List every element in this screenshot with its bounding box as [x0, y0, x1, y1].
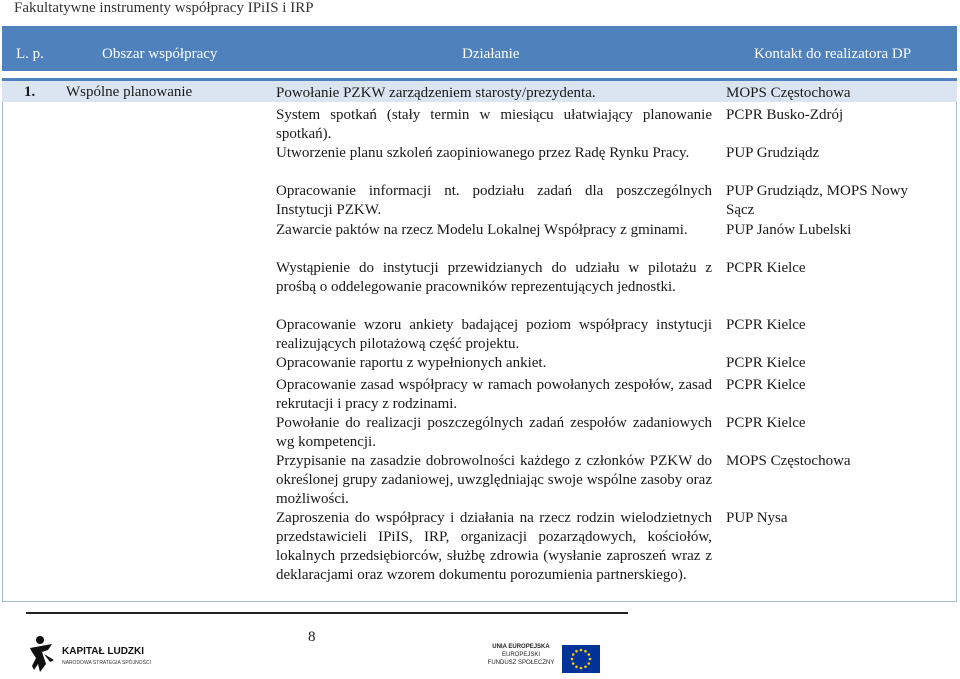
action-cell: Opracowanie informacji nt. podziału zadań dla poszczególnych Instytucji PZKW. [276, 183, 712, 218]
eu-flag-icon [562, 645, 600, 673]
contact-cell: PCPR Busko-Zdrój [726, 107, 844, 123]
contact-cell: PCPR Kielce [726, 377, 806, 393]
footer-rule [26, 612, 628, 614]
action-cell: Opracowanie raportu z wypełnionych ankiet. [276, 355, 547, 371]
action-cell: Zaproszenia do współpracy i działania na rzecz rodzin wielodzietnych przedstawicieli IPiIS, IRP, organizacji pozarządowych, kościołów, lokalnych przedsiębiorców, służbę zdrowia (wysłanie zaproszeń wraz z deklaracjami oraz wzorem dokumentu porozumienia partnerskiego). [276, 510, 712, 583]
action-cell: System spotkań (stały termin w miesiącu ułatwiający planowanie spotkań). [276, 107, 712, 142]
header-contact: Kontakt do realizatora DP [754, 46, 912, 62]
eu-line-2: EUROPEJSKI [501, 652, 540, 658]
contact-cell: PCPR Kielce [726, 355, 806, 371]
action-cell: Przypisanie na zasadzie dobrowolności każdego z członków PZKW do określonej grupy zadaniowej, uwzględniając swoje wspólne zasoby oraz możliwości. [276, 453, 712, 507]
contact-cell: PCPR Kielce [726, 260, 806, 276]
row-number: 1. [24, 84, 36, 100]
header-action: Działanie [462, 46, 520, 62]
action-cell: Powołanie do realizacji poszczególnych zadań zespołów zadaniowych wg kompetencji. [276, 415, 712, 450]
contact-cell: PUP Grudziądz, MOPS Nowy Sącz [726, 183, 908, 218]
action-cell: Zawarcie paktów na rzecz Modelu Lokalnej Współpracy z gminami. [276, 222, 688, 238]
eu-logo-text [484, 643, 558, 667]
document-title: Fakultatywne instrumenty współpracy IPiIS i IRP [14, 0, 314, 16]
eu-line-1: UNIA EUROPEJSKA [492, 644, 550, 650]
contact-cell: PUP Janów Lubelski [726, 222, 852, 238]
action-cell: Powołanie PZKW zarządzeniem starosty/prezydenta. [276, 85, 596, 101]
eu-logo [484, 643, 604, 677]
contact-cell: PUP Nysa [726, 510, 788, 526]
kapital-ludzki-name: KAPITAŁ LUDZKI [62, 646, 145, 657]
page-number: 8 [308, 629, 316, 645]
contact-cell: MOPS Częstochowa [726, 85, 851, 101]
contact-cell: PUP Grudziądz [726, 145, 820, 161]
action-cell: Opracowanie zasad współpracy w ramach powołanych zespołów, zasad rekrutacji i pracy z rodzinami. [276, 377, 712, 412]
contact-cell: PCPR Kielce [726, 415, 806, 431]
kapital-ludzki-figure-icon [26, 634, 58, 674]
contact-cell: PCPR Kielce [726, 317, 806, 333]
action-cell: Utworzenie planu szkoleń zaopiniowanego przez Radę Rynku Pracy. [276, 145, 690, 161]
kapital-ludzki-subtitle: NARODOWA STRATEGIA SPÓJNOŚCI [62, 660, 151, 666]
table-header [2, 26, 957, 71]
row-area: Wspólne planowanie [66, 84, 193, 100]
header-lp: L. p. [16, 46, 44, 62]
header-area: Obszar współpracy [102, 46, 218, 62]
action-cell: Wystąpienie do instytucji przewidzianych do udziału w pilotażu z prośbą o oddelegowanie pracowników reprezentujących jednostki. [276, 260, 712, 295]
kapital-ludzki-logo [26, 634, 166, 674]
eu-line-3: FUNDUSZ SPOŁECZNY [487, 660, 555, 666]
action-cell: Opracowanie wzoru ankiety badającej poziom współpracy instytucji realizujących pilotażową część projektu. [276, 317, 712, 352]
contact-cell: MOPS Częstochowa [726, 453, 851, 469]
